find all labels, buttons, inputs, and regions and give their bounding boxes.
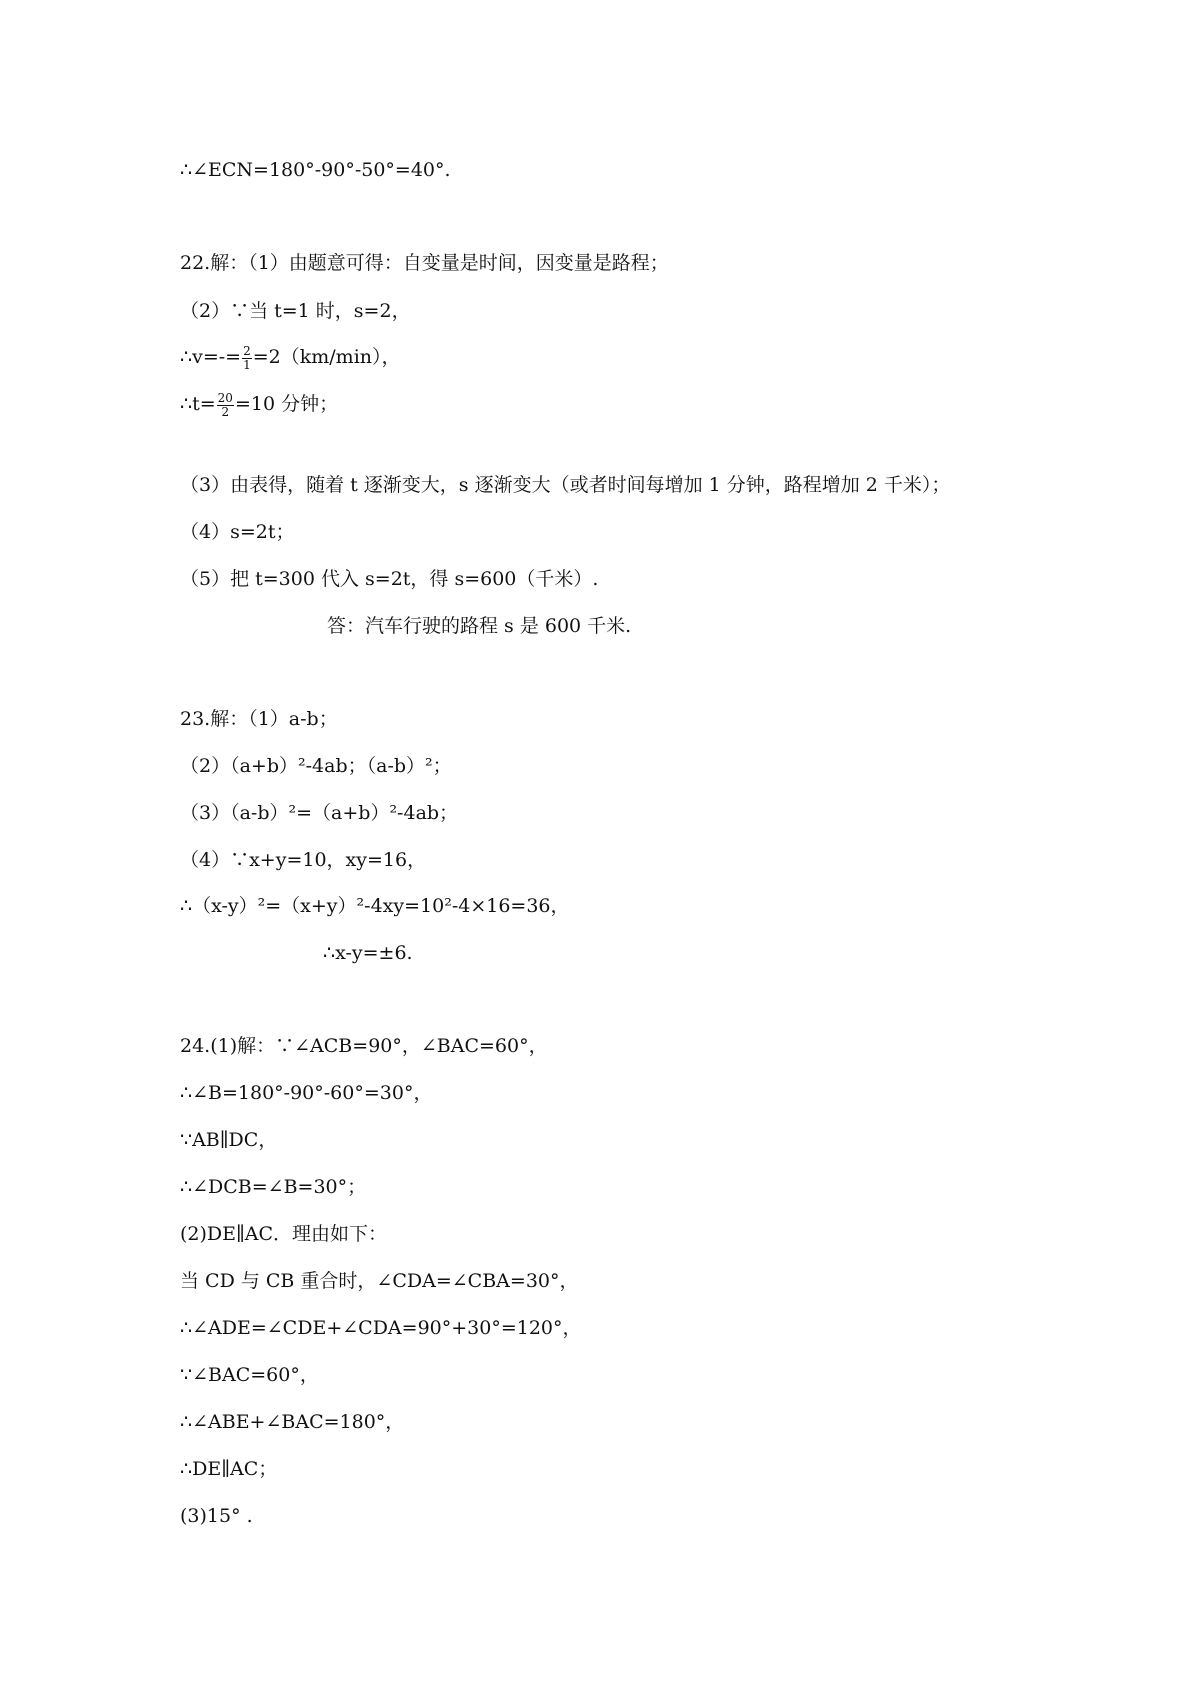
velocity-prefix: ∴v=-= xyxy=(180,346,242,368)
velocity-suffix: =2（km/min）， xyxy=(252,346,401,368)
time-fraction xyxy=(217,392,234,419)
line-angle-ecn: ∴∠ECN=180°-90°-50°=40°. xyxy=(180,159,451,181)
q24-line-2: ∴∠B=180°-90°-60°=30°， xyxy=(180,1082,433,1104)
q24-line-4: ∴∠DCB=∠B=30°； xyxy=(180,1176,367,1198)
q23-heading: 23.解：（1）a-b； xyxy=(180,708,338,730)
q23-line-5: ∴（x-y）²=（x+y）²-4xy=10²-4×16=36， xyxy=(180,895,570,917)
q24-line-11: (3)15° . xyxy=(180,1505,253,1527)
q23-line-3: （3）（a-b）²=（a+b）²-4ab； xyxy=(180,802,459,824)
q22-line-velocity xyxy=(180,344,401,372)
time-numerator: 20 xyxy=(217,390,233,405)
q24-line-7: ∴∠ADE=∠CDE+∠CDA=90°+30°=120°， xyxy=(180,1317,582,1339)
q24-line-3: ∵AB∥DC， xyxy=(180,1129,278,1151)
q22-answer: 答：汽车行驶的路程 s 是 600 千米. xyxy=(327,615,632,637)
q24-line-9: ∴∠ABE+∠BAC=180°， xyxy=(180,1411,405,1433)
q24-line-10: ∴DE∥AC； xyxy=(180,1458,278,1480)
q22-line-time xyxy=(180,391,338,419)
q22-line-5: （5）把 t=300 代入 s=2t，得 s=600（千米）. xyxy=(180,568,599,590)
velocity-fraction xyxy=(242,345,252,372)
q22-line-2: （2）∵当 t=1 时，s=2， xyxy=(180,300,411,322)
q22-line-3: （3）由表得，随着 t 逐渐变大，s 逐渐变大（或者时间每增加 1 分钟，路程增加 2 千米）； xyxy=(180,474,951,496)
q23-line-2: （2）（a+b）²-4ab；（a-b）²； xyxy=(180,755,452,777)
q23-result: ∴x-y=±6. xyxy=(323,942,413,964)
q24-line-5: (2)DE∥AC．理由如下： xyxy=(180,1223,388,1245)
time-denominator: 2 xyxy=(221,404,230,419)
velocity-denominator: 1 xyxy=(243,357,251,372)
q23-line-4: （4）∵x+y=10，xy=16， xyxy=(180,849,427,871)
q24-line-6: 当 CD 与 CB 重合时，∠CDA=∠CBA=30°， xyxy=(180,1270,579,1292)
q24-heading: 24.(1)解：∵∠ACB=90°，∠BAC=60°， xyxy=(180,1035,548,1057)
time-suffix: =10 分钟； xyxy=(234,393,339,415)
q22-line-4: （4）s=2t； xyxy=(180,521,295,543)
q24-line-8: ∵∠BAC=60°， xyxy=(180,1364,319,1386)
time-prefix: ∴t= xyxy=(180,393,216,415)
velocity-numerator: 2 xyxy=(243,343,251,358)
q22-heading: 22.解：（1）由题意可得：自变量是时间，因变量是路程； xyxy=(180,252,669,274)
